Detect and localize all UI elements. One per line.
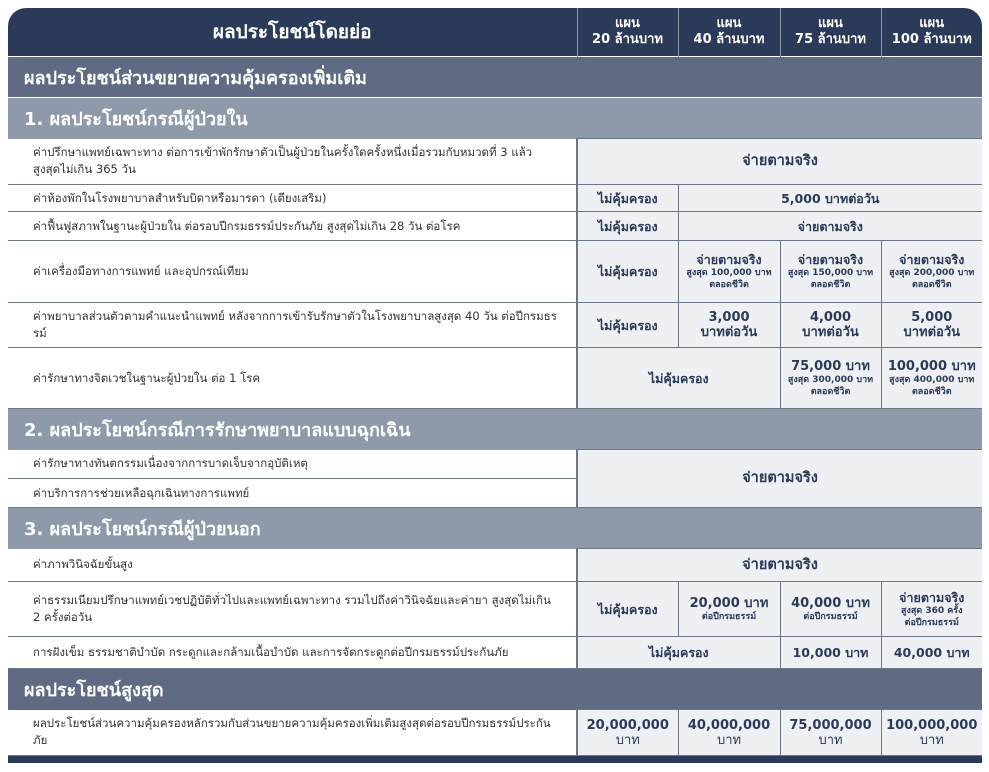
value-sub: ต่อปีกรมธรรม์ [701, 611, 757, 622]
value-sub: ตลอดชีวิต [911, 386, 952, 397]
value-sub: สูงสุด 400,000 บาท [889, 374, 975, 385]
table-row [8, 185, 982, 212]
value-sub: บาทต่อวัน [700, 325, 758, 340]
row-label: ค่าภาพวินิจฉัยขั้นสูง [8, 549, 577, 582]
row-value: ไม่คุ้มครอง [577, 241, 678, 303]
row-label: ค่ารักษาทางทันตกรรมเนื่องจากการบาดเจ็บจากอุบัติเหตุ [8, 450, 577, 479]
row-value [678, 582, 780, 637]
value-main: 75,000,000 [789, 717, 872, 733]
value-unit: บาท [818, 732, 843, 748]
row-value [780, 303, 881, 348]
row-value: ไม่คุ้มครอง [577, 637, 780, 669]
value-sub: ตลอดชีวิต [709, 280, 749, 290]
row-value: ไม่คุ้มครอง [577, 212, 678, 241]
row-value: จ่ายตามจริง [678, 212, 982, 241]
row-value [678, 241, 780, 303]
row-value: จ่ายตามจริง [577, 549, 982, 582]
max-value-75m [780, 710, 881, 756]
table-row [8, 348, 982, 409]
value-sub: ตลอดชีวิต [911, 280, 952, 290]
table-footer-bar [8, 756, 982, 763]
plan-amount: 100 ล้านบาท [891, 32, 972, 47]
extension-heading: ผลประโยชน์ส่วนขยายความคุ้มครองเพิ่มเติม [8, 57, 982, 98]
table-row [8, 450, 982, 479]
row-value: 40,000 บาท [881, 637, 982, 669]
plan-amount: 40 ล้านบาท [693, 32, 765, 47]
row-label: ค่าปรึกษาแพทย์เฉพาะทาง ต่อการเข้าพักรักษาตัวเป็นผู้ป่วยในครั้งใดครั้งหนึ่งเมื่อรวมกับหมวดที่ 3 แล้ว สูงสุดไม่เกิน 365 วัน [8, 139, 577, 185]
row-label: ค่าเครื่องมือทางการแพทย์ และอุปกรณ์เทียม [8, 241, 577, 303]
value-sub: สูงสุด 200,000 บาท [889, 268, 975, 278]
plan-75m-header [780, 8, 881, 57]
plan-label: แผน [919, 16, 945, 31]
row-label: การฝังเข็ม ธรรมชาติบำบัด กระดูกและกล้ามเนื้อบำบัด และการจัดกระดูกต่อปีกรมธรรม์ประกันภัย [8, 637, 577, 669]
row-value: จ่ายตามจริง [577, 450, 982, 508]
section-emergency-heading: 2. ผลประโยชน์กรณีการรักษาพยาบาลแบบฉุกเฉิน [8, 409, 982, 450]
value-sub: สูงสุด 150,000 บาท [787, 268, 874, 278]
row-value [780, 241, 881, 303]
row-label: ค่ารักษาทางจิตเวชในฐานะผู้ป่วยใน ต่อ 1 โรค [8, 348, 577, 409]
plan-40m-header [678, 8, 780, 57]
value-unit: บาท [716, 732, 742, 748]
table-row [8, 582, 982, 637]
value-sub: บาทต่อวัน [903, 325, 961, 340]
section-inpatient-heading: 1. ผลประโยชน์กรณีผู้ป่วยใน [8, 98, 982, 139]
value-sub: ตลอดชีวิต [810, 280, 851, 290]
row-value: 10,000 บาท [780, 637, 881, 669]
value-main: จ่ายตามจริง [899, 589, 965, 605]
row-value [881, 582, 982, 637]
max-benefit-heading: ผลประโยชน์สูงสุด [8, 669, 982, 710]
plan-amount: 20 ล้านบาท [592, 32, 663, 47]
row-value: 5,000 บาทต่อวัน [678, 185, 982, 212]
value-sub: สูงสุด 100,000 บาท [686, 268, 772, 278]
value-sub: ตลอดชีวิต [810, 386, 851, 397]
table-row [8, 139, 982, 185]
value-main: 40,000 บาท [791, 595, 870, 611]
plan-amount: 75 ล้านบาท [795, 32, 866, 47]
plan-label: แผน [818, 16, 843, 31]
value-main: 20,000 บาท [689, 595, 769, 611]
row-label: ค่าฟื้นฟูสภาพในฐานะผู้ป่วยใน ต่อรอบปีกรมธรรม์ประกันภัย สูงสุดไม่เกิน 28 วัน ต่อโรค [8, 212, 577, 241]
table-row [8, 303, 982, 348]
table-row [8, 241, 982, 303]
header-title: ผลประโยชน์โดยย่อ [8, 8, 577, 57]
value-main: 100,000,000 [886, 717, 978, 733]
max-value-100m [881, 710, 982, 756]
row-value [881, 241, 982, 303]
value-main: จ่ายตามจริง [696, 252, 762, 267]
value-sub: สูงสุด 360 ครั้ง [900, 605, 963, 616]
value-unit: บาท [615, 732, 640, 748]
row-value [780, 582, 881, 637]
table-row [8, 212, 982, 241]
row-label: ค่าธรรมเนียมปรึกษาแพทย์เวชปฏิบัติทั่วไปและแพทย์เฉพาะทาง รวมไปถึงค่าวินิจฉัยและค่ายา สูงสุดไม่เกิน 2 ครั้งต่อวัน [8, 582, 577, 637]
value-main: 5,000 [911, 310, 953, 325]
row-value: ไม่คุ้มครอง [577, 582, 678, 637]
row-value [678, 303, 780, 348]
row-value [780, 348, 881, 409]
row-value [881, 348, 982, 409]
value-sub: ต่อปีกรมธรรม์ [904, 617, 959, 628]
row-value [881, 303, 982, 348]
value-main: จ่ายตามจริง [797, 252, 864, 267]
plan-20m-header [577, 8, 678, 57]
plan-label: แผน [615, 16, 640, 31]
plan-100m-header [881, 8, 982, 57]
max-value-20m [577, 710, 678, 756]
value-main: 40,000,000 [687, 717, 771, 733]
row-label: ค่าพยาบาลส่วนตัวตามคำแนะนำแพทย์ หลังจากการเข้ารับรักษาตัวในโรงพยาบาลสูงสุด 40 วัน ต่อปีกรมธรรม์ [8, 303, 577, 348]
row-label: ค่าห้องพักในโรงพยาบาลสำหรับบิดาหรือมารดา (เตียงเสริม) [8, 185, 577, 212]
row-value: ไม่คุ้มครอง [577, 185, 678, 212]
value-main: 100,000 บาท [887, 358, 976, 374]
value-main: 75,000 บาท [791, 358, 870, 374]
plan-label: แผน [716, 16, 742, 31]
benefits-table-container [8, 8, 982, 763]
value-sub: ต่อปีกรมธรรม์ [803, 611, 858, 622]
row-value: จ่ายตามจริง [577, 139, 982, 185]
value-main: 4,000 [809, 310, 852, 325]
value-main: 20,000,000 [586, 717, 669, 733]
value-sub: บาทต่อวัน [802, 325, 859, 340]
row-value: ไม่คุ้มครอง [577, 348, 780, 409]
table-row [8, 637, 982, 669]
value-sub: สูงสุด 300,000 บาท [787, 374, 874, 385]
row-label: ผลประโยชน์ส่วนความคุ้มครองหลักรวมกับส่วนขยายความคุ้มครองเพิ่มเติมสูงสุดต่อรอบปีกรมธรรม์ประกันภัย [8, 710, 577, 756]
value-main: 3,000 [708, 310, 750, 325]
section-outpatient-heading: 3. ผลประโยชน์กรณีผู้ป่วยนอก [8, 508, 982, 549]
max-value-40m [678, 710, 780, 756]
value-unit: บาท [919, 732, 944, 748]
benefits-table [8, 8, 982, 756]
table-row [8, 710, 982, 756]
value-main: จ่ายตามจริง [899, 252, 965, 267]
table-row [8, 549, 982, 582]
row-value: ไม่คุ้มครอง [577, 303, 678, 348]
row-label: ค่าบริการการช่วยเหลือฉุกเฉินทางการแพทย์ [8, 479, 577, 508]
table-header [8, 8, 982, 57]
